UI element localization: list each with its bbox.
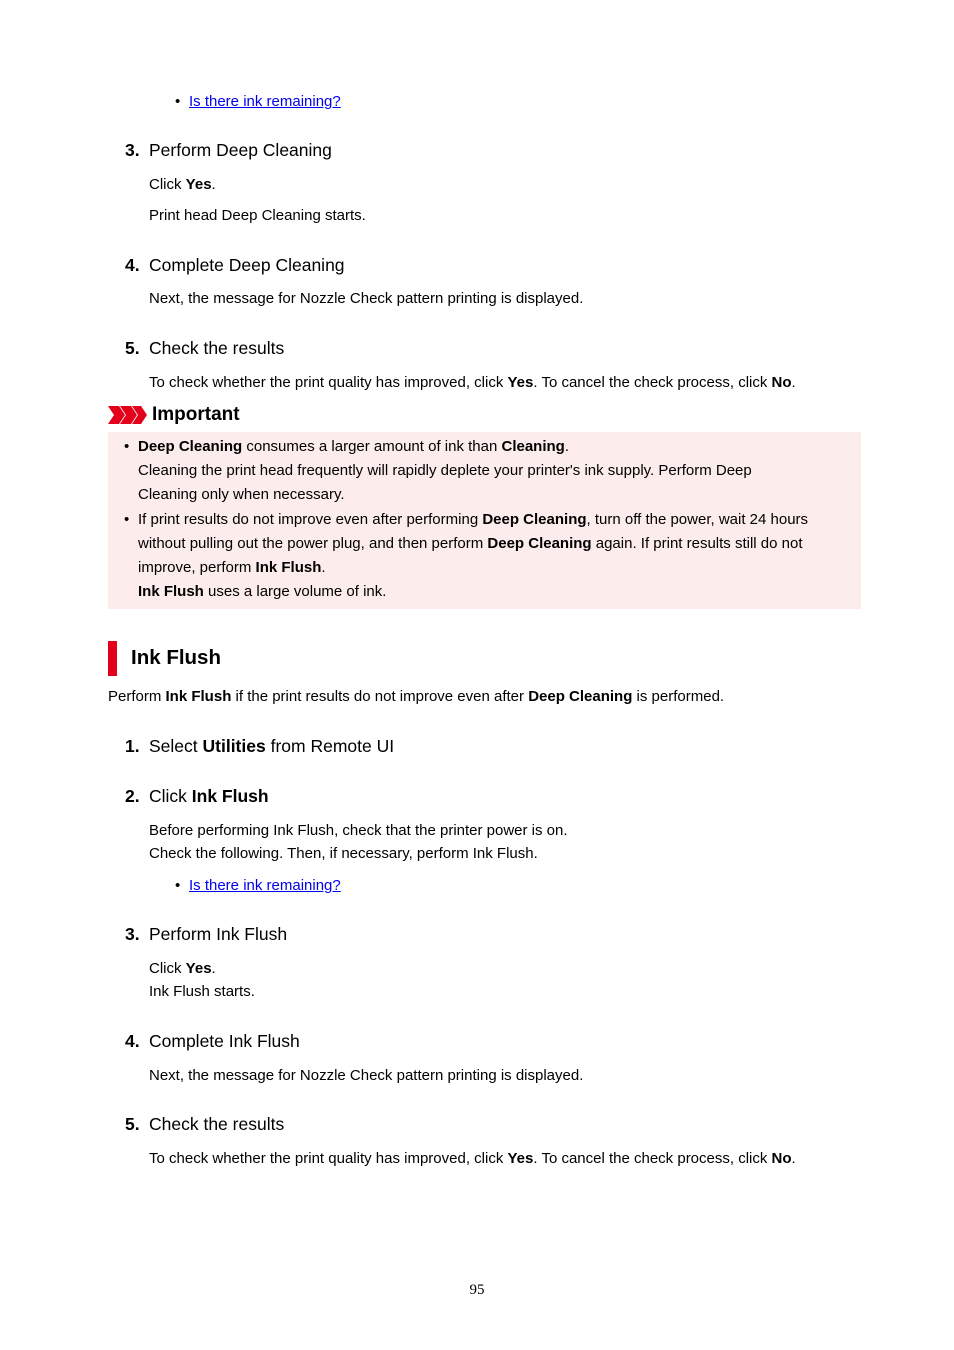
section-accent-bar bbox=[108, 641, 117, 676]
important-line: Cleaning the print head frequently will rapidly deplete your printer's ink supply. Perform Deep bbox=[138, 462, 752, 479]
step-check-results bbox=[125, 338, 284, 359]
ink-remaining-link[interactable]: Is there ink remaining? bbox=[189, 877, 341, 894]
step-title: Complete Deep Cleaning bbox=[149, 255, 345, 275]
text: . To cancel the check process, click bbox=[533, 1150, 772, 1167]
page-number: 95 bbox=[469, 1282, 485, 1298]
text: . bbox=[211, 960, 216, 977]
step-complete-ink-flush bbox=[125, 1031, 300, 1052]
bullet: • bbox=[124, 511, 130, 528]
bold-text: No bbox=[771, 1150, 792, 1167]
text: . bbox=[211, 176, 216, 193]
step-title: Check the results bbox=[149, 1114, 285, 1134]
bold-text: Utilities bbox=[202, 736, 266, 756]
step-body: Ink Flush starts. bbox=[149, 983, 255, 1000]
text: Click bbox=[149, 786, 192, 806]
step-body: Next, the message for Nozzle Check pattern printing is displayed. bbox=[149, 290, 584, 307]
important-box bbox=[108, 432, 861, 609]
step-number: 5. bbox=[125, 1114, 140, 1134]
important-title: Important bbox=[152, 404, 240, 425]
step-title: Perform Deep Cleaning bbox=[149, 140, 332, 160]
important-line: Cleaning only when necessary. bbox=[138, 486, 345, 503]
bold-text: Cleaning bbox=[501, 438, 565, 455]
bold-text: Yes bbox=[507, 374, 534, 391]
important-line bbox=[138, 438, 569, 455]
text: To check whether the print quality has improved, click bbox=[149, 374, 508, 391]
bold-text: Deep Cleaning bbox=[487, 535, 592, 552]
text: if the print results do not improve even after bbox=[231, 688, 529, 705]
step-title: Perform Ink Flush bbox=[149, 924, 288, 944]
bold-text: Yes bbox=[185, 176, 212, 193]
text: improve, perform bbox=[138, 559, 256, 576]
section-title: Ink Flush bbox=[131, 646, 221, 669]
important-line bbox=[138, 583, 386, 600]
text: from Remote UI bbox=[265, 736, 395, 756]
step-click-ink-flush bbox=[125, 786, 269, 807]
bold-text: No bbox=[771, 374, 792, 391]
bold-text: Ink Flush bbox=[138, 583, 204, 600]
step-body: Next, the message for Nozzle Check pattern printing is displayed. bbox=[149, 1067, 584, 1084]
bold-text: Deep Cleaning bbox=[138, 438, 243, 455]
step-complete-deep-cleaning bbox=[125, 255, 345, 276]
bullet: • bbox=[124, 438, 130, 455]
step-number: 1. bbox=[125, 736, 140, 756]
step-body: Check the following. Then, if necessary, perform Ink Flush. bbox=[149, 845, 538, 862]
step-number: 5. bbox=[125, 338, 140, 358]
bold-text: Yes bbox=[507, 1150, 534, 1167]
text: again. If print results still do not bbox=[591, 535, 803, 552]
bold-text: Ink Flush bbox=[255, 559, 322, 576]
bold-text: Deep Cleaning bbox=[482, 511, 587, 528]
step-perform-deep-cleaning bbox=[125, 140, 332, 161]
bullet: • bbox=[175, 877, 181, 894]
text: consumes a larger amount of ink than bbox=[242, 438, 502, 455]
text: uses a large volume of ink. bbox=[203, 583, 387, 600]
text: If print results do not improve even after performing bbox=[138, 511, 483, 528]
step-select-utilities bbox=[125, 736, 394, 757]
step-body bbox=[149, 1150, 796, 1167]
step-number: 4. bbox=[125, 1031, 140, 1051]
ink-remaining-link[interactable]: Is there ink remaining? bbox=[189, 93, 341, 110]
important-arrows-icon bbox=[108, 406, 148, 424]
bullet: • bbox=[175, 93, 181, 110]
step-title: Complete Ink Flush bbox=[149, 1031, 300, 1051]
step-body: Print head Deep Cleaning starts. bbox=[149, 207, 366, 224]
text: , turn off the power, wait 24 hours bbox=[586, 511, 809, 528]
step-body bbox=[149, 960, 216, 977]
text: . bbox=[791, 1150, 796, 1167]
step-body: Before performing Ink Flush, check that the printer power is on. bbox=[149, 822, 568, 839]
important-line bbox=[138, 511, 808, 528]
step-number: 3. bbox=[125, 140, 140, 160]
step-number: 4. bbox=[125, 255, 140, 275]
step-number: 2. bbox=[125, 786, 140, 806]
step-check-results bbox=[125, 1114, 284, 1135]
important-line bbox=[138, 559, 326, 576]
step-body bbox=[149, 176, 216, 193]
important-line bbox=[138, 535, 803, 552]
bold-text: Deep Cleaning bbox=[528, 688, 633, 705]
text: . To cancel the check process, click bbox=[533, 374, 772, 391]
bold-text: Ink Flush bbox=[165, 688, 232, 705]
text: . bbox=[321, 559, 326, 576]
text: without pulling out the power plug, and then perform bbox=[138, 535, 488, 552]
bold-text: Ink Flush bbox=[191, 786, 269, 806]
step-number: 3. bbox=[125, 924, 140, 944]
bold-text: Yes bbox=[185, 960, 212, 977]
step-title: Check the results bbox=[149, 338, 285, 358]
section-intro bbox=[108, 688, 724, 705]
step-body bbox=[149, 374, 796, 391]
text: Click bbox=[149, 176, 186, 193]
text: . bbox=[791, 374, 796, 391]
text: . bbox=[564, 438, 570, 455]
text: Select bbox=[149, 736, 203, 756]
text: is performed. bbox=[632, 688, 725, 705]
step-perform-ink-flush bbox=[125, 924, 287, 945]
text: To check whether the print quality has improved, click bbox=[149, 1150, 508, 1167]
text: Click bbox=[149, 960, 186, 977]
text: Perform bbox=[108, 688, 166, 705]
